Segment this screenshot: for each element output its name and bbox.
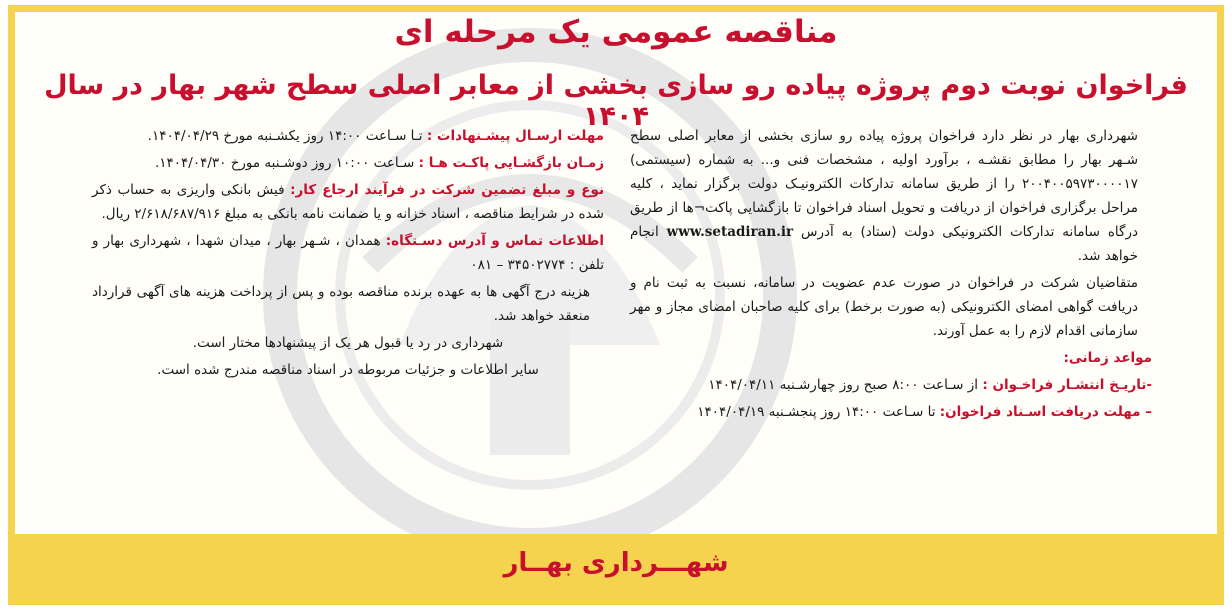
intro-end-text: انجام خواهد شد.	[630, 224, 1138, 264]
publish-date-text: از سـاعت ۸:۰۰ صبح روز چهارشـنبه ۱۴۰۴/۰۴/۱۱	[708, 377, 979, 393]
page-title: مناقصه عمومی یک مرحله ای	[394, 14, 838, 50]
other-info-text: سایر اطلاعات و جزئیات مربوطه در اسناد مناقصه مندرج شده است.	[157, 362, 539, 378]
publish-date-row	[630, 373, 1152, 397]
left-column	[92, 124, 604, 385]
receive-docs-row	[630, 400, 1152, 424]
intro-text: شهرداری بهار در نظر دارد فراخوان پروژه پیاده رو سازی بخشی از معابر اصلی سطح شـهر بهار را مطابق نقشـه ، برآورد اولیه ، مشخصات فنی و... به شماره (سیستمی) ۲۰۰۴۰۰۵۹۷۳۰۰۰۰۱۷ را از طریق سامانه تدارکات الکترونیـک دولت برگزار نماید ، کلیه مراحل برگزاری فراخوان از دریافت و تحویل اسناد فراخوان تا بازگشایی پاکت¬ها از طریق درگاه سامانه تدارکات الکترونیکی دولت (ستاد) به آدرس	[630, 128, 1138, 240]
guarantee-text: فیش بانکی واریزی به حساب ذکر شده در شرایط مناقصه ، اسناد خزانه و یا ضمانت نامه بانکی به مبلغ ۲/۶۱۸/۶۸۷/۹۱۶ ریال.	[92, 182, 604, 222]
opening-time-label: زمـان بازگشـایی پاکـت هـا :	[418, 155, 604, 171]
page-subtitle: فراخوان نوبت دوم پروژه پیاده رو سازی بخشی از معابر اصلی سطح شهر بهار در سال ۱۴۰۴	[44, 70, 1188, 132]
schedule-heading-label: مواعد زمانی:	[1063, 350, 1152, 366]
right-column	[630, 124, 1152, 427]
contact-label: اطلاعات تماس و آدرس دسـتگاه:	[385, 233, 605, 249]
ad-cost-paragraph: هزینه درج آگهی ها به عهده برنده مناقصه بوده و پس از پرداخت هزینه های آگهی قرارداد منعقد خواهد شد.	[92, 284, 590, 324]
submission-deadline-text: تـا سـاعت ۱۴:۰۰ روز یکشـنبه مورخ ۱۴۰۴/۰۴/۲۹.	[147, 128, 423, 144]
opening-time-row	[92, 151, 604, 175]
membership-paragraph: متقاضیان شرکت در فراخوان در صورت عدم عضویت در سامانه، نسبت به ثبت نام و دریافت گواهی امضای الکترونیکی (به صورت برخط) برای کلیه صاحبان امضای مجاز و مهر سازمانی اقدام لازم را به عمل آورند.	[630, 275, 1138, 339]
submission-deadline-row	[92, 124, 604, 148]
publish-date-label: -تاریـخ انتشـار فراخـوان :	[982, 377, 1152, 393]
opening-time-text: سـاعت ۱۰:۰۰ روز دوشـنبه مورخ ۱۴۰۴/۰۴/۳۰.	[155, 155, 415, 171]
intro-paragraph	[630, 124, 1152, 268]
receive-docs-text: تا سـاعت ۱۴:۰۰ روز پنجشـنبه ۱۴۰۴/۰۴/۱۹	[697, 404, 936, 420]
submission-deadline-label: مهلت ارسـال پیشـنهادات :	[426, 128, 604, 144]
footer-bar	[8, 534, 1224, 605]
municipality-signature: شهـــرداری بهــار	[503, 548, 729, 578]
guarantee-label: نوع و مبلغ تضمین شرکت در فرآیند ارجاع کار:	[290, 182, 605, 198]
rights-reserved-text: شهرداری در رد یا قبول هر یک از پیشنهادها مختار است.	[192, 335, 504, 351]
receive-docs-label: – مهلت دریافت اسـناد فراخوان:	[939, 404, 1152, 420]
contact-text: همدان ، شـهر بهار ، میدان شهدا ، شهرداری بهار و تلفن : ۳۴۵۰۲۷۷۴ – ۰۸۱	[92, 233, 604, 273]
schedule-heading	[630, 346, 1152, 370]
guarantee-row	[92, 178, 604, 226]
contact-row	[92, 229, 604, 277]
website-link: www.setadiran.ir	[666, 224, 794, 240]
